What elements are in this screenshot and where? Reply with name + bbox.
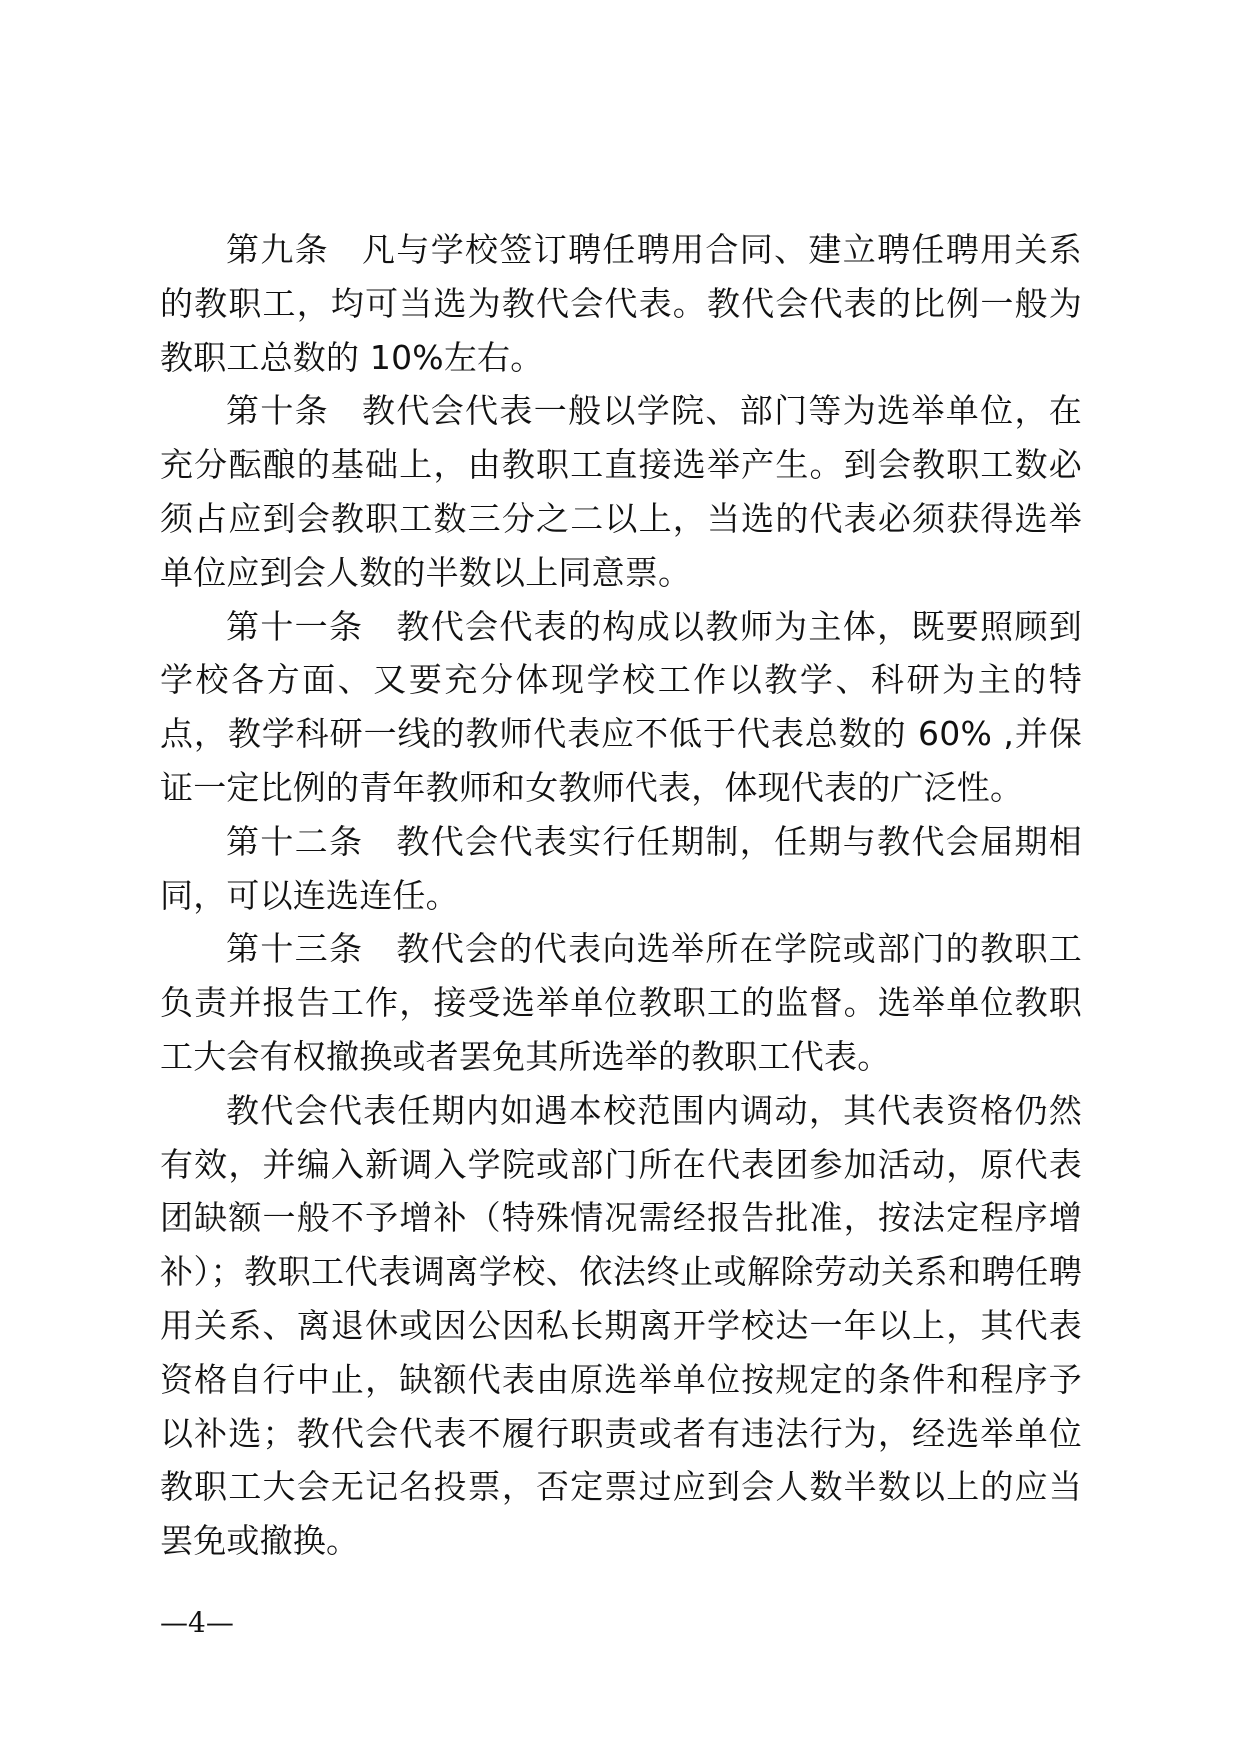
page-number: —4— [160, 1606, 234, 1639]
article-text: 教代会代表的构成以教师为主体，既要照顾到学校各方面、又要充分体现学校工作以教学、科研为主的特点，教学科研一线的教师代表应不低于代表总数的 60% ,并保证一定比例的青年教师和女教师代表，体现代表的广泛性。 [160, 606, 1082, 807]
article-13-continuation [160, 1084, 1082, 1568]
article-12 [160, 815, 1082, 923]
article-text: 凡与学校签订聘任聘用合同、建立聘任聘用关系的教职工，均可当选为教代会代表。教代会代表的比例一般为教职工总数的 10%左右。 [160, 230, 1083, 377]
article-11 [160, 600, 1082, 815]
article-heading: 第十条 [226, 391, 330, 431]
article-heading: 第九条 [226, 230, 330, 269]
article-heading: 第十三条 [226, 929, 364, 969]
article-10 [160, 384, 1082, 599]
document-body [160, 223, 1082, 1568]
article-13 [160, 922, 1082, 1083]
article-text: 教代会的代表向选举所在学院或部门的教职工负责并报告工作，接受选举单位教职工的监督。选举单位教职工大会有权撤换或者罢免其所选举的教职工代表。 [160, 929, 1082, 1076]
article-heading: 第十二条 [226, 821, 364, 861]
article-text: 教代会代表任期内如遇本校范围内调动，其代表资格仍然有效，并编入新调入学院或部门所在代表团参加活动，原代表团缺额一般不予增补（特殊情况需经报告批准，按法定程序增补）；教职工代表调离学校、依法终止或解除劳动关系和聘任聘用关系、离退休或因公因私长期离开学校达一年以上，其代表资格自行中止，缺额代表由原选举单位按规定的条件和程序予以补选；教代会代表不履行职责或者有违法行为，经选举单位教职工大会无记名投票，否定票过应到会人数半数以上的应当罢免或撤换。 [160, 1090, 1082, 1561]
article-text: 教代会代表实行任期制，任期与教代会届期相同，可以连选连任。 [160, 821, 1082, 915]
article-heading: 第十一条 [226, 606, 364, 646]
article-9 [160, 223, 1082, 384]
article-text: 教代会代表一般以学院、部门等为选举单位，在充分酝酿的基础上，由教职工直接选举产生。到会教职工数必须占应到会教职工数三分之二以上，当选的代表必须获得选举单位应到会人数的半数以上同意票。 [160, 391, 1083, 592]
